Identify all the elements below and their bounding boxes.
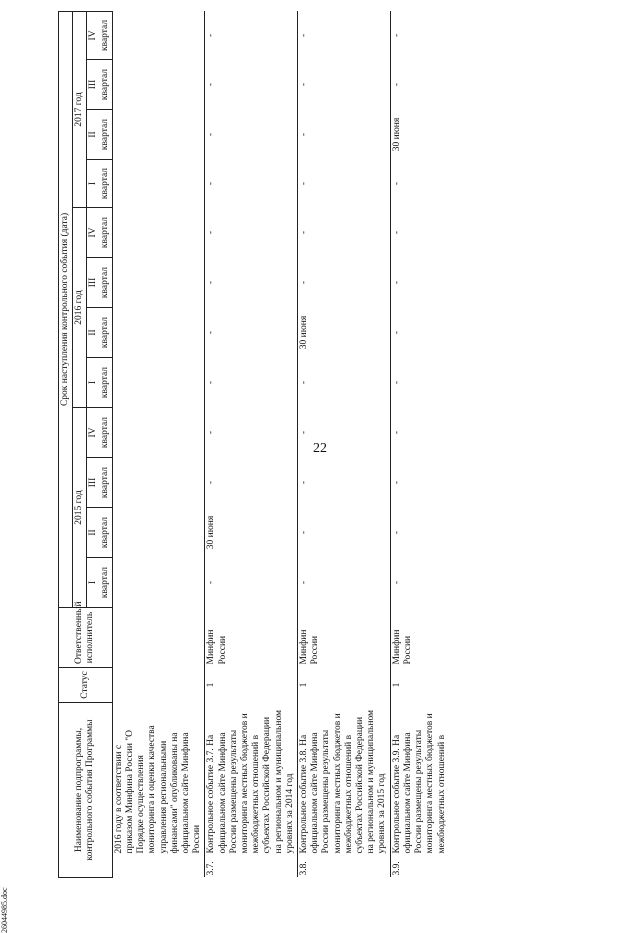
deadline-cell: - xyxy=(205,60,298,110)
header-year-2015: 2015 год xyxy=(73,408,87,608)
header-quarter xyxy=(87,11,112,59)
deadline-cell: - xyxy=(205,160,298,208)
quarter-label: квартал xyxy=(99,266,110,299)
quarter-label: квартал xyxy=(99,19,110,52)
table-row xyxy=(112,11,205,877)
quarter-label: квартал xyxy=(99,466,110,499)
header-status: Статус xyxy=(59,668,113,703)
row-name-cell xyxy=(390,703,449,878)
deadline-cell: - xyxy=(298,60,391,110)
quarter-number: II xyxy=(88,329,99,336)
row-status: 1 xyxy=(205,668,298,703)
quarter-number: IV xyxy=(88,227,99,238)
row-number: 3.8. xyxy=(299,861,310,876)
deadline-cell xyxy=(112,508,205,558)
header-quarter xyxy=(87,160,112,208)
deadline-cell: - xyxy=(298,558,391,608)
row-name-cell xyxy=(112,703,205,878)
deadline-cell xyxy=(112,458,205,508)
row-status: 1 xyxy=(390,668,449,703)
deadline-cell: 30 июня xyxy=(390,110,449,160)
row-name: Контрольное событие 3.8. На официальном сайте Минфина России размещены результаты мониторинга местных бюджетов и межбюджетных отношений в субъектах Российской Федерации на региональном и муниципальном уровнях за 2015 год xyxy=(299,709,388,854)
row-name-cell xyxy=(298,703,391,878)
header-quarter xyxy=(87,508,112,558)
header-year-2017: 2017 год xyxy=(73,11,87,207)
quarter-label: квартал xyxy=(99,516,110,549)
table-row xyxy=(298,11,391,877)
quarter-number: II xyxy=(88,131,99,138)
deadline-cell: - xyxy=(390,558,449,608)
rotated-table-container xyxy=(58,12,598,878)
deadline-cell xyxy=(112,110,205,160)
deadline-cell xyxy=(112,408,205,458)
row-responsible xyxy=(112,608,205,668)
deadline-cell: - xyxy=(390,208,449,258)
row-responsible: Минфин России xyxy=(390,608,449,668)
quarter-label: квартал xyxy=(99,68,110,101)
deadline-cell: - xyxy=(390,458,449,508)
deadline-cell xyxy=(112,308,205,358)
header-quarter xyxy=(87,408,112,458)
header-quarter xyxy=(87,358,112,408)
quarter-number: IV xyxy=(88,30,99,41)
quarter-number: I xyxy=(88,181,99,186)
header-deadline: Срок наступления контрольного события (дата) xyxy=(59,11,73,607)
quarter-number: III xyxy=(88,277,99,288)
row-responsible: Минфин России xyxy=(298,608,391,668)
header-quarter xyxy=(87,208,112,258)
deadline-cell: - xyxy=(205,558,298,608)
deadline-cell: - xyxy=(205,408,298,458)
row-name: 2016 году в соответствии с приказом Минфина России "О Порядке осуществления мониторинга и оценки качества управления региональными финансами" опубликованы на официальном сайте Минфина России xyxy=(113,725,203,854)
quarter-label: квартал xyxy=(99,566,110,599)
header-responsible: Ответственный исполнитель xyxy=(59,608,113,668)
quarter-number: II xyxy=(88,529,99,536)
deadline-cell xyxy=(112,11,205,59)
quarter-label: квартал xyxy=(99,416,110,449)
deadline-cell: - xyxy=(205,11,298,59)
deadline-cell: - xyxy=(298,258,391,308)
row-status: 1 xyxy=(298,668,391,703)
deadline-cell: - xyxy=(390,508,449,558)
header-quarter xyxy=(87,60,112,110)
quarter-label: квартал xyxy=(99,316,110,349)
deadline-cell: - xyxy=(390,408,449,458)
deadline-cell: - xyxy=(390,60,449,110)
deadline-cell: - xyxy=(205,110,298,160)
deadline-cell xyxy=(112,358,205,408)
deadline-cell: 30 июня xyxy=(298,308,391,358)
quarter-label: квартал xyxy=(99,167,110,200)
quarter-number: III xyxy=(88,477,99,488)
deadline-cell xyxy=(112,558,205,608)
deadline-cell: - xyxy=(298,208,391,258)
row-status xyxy=(112,668,205,703)
page-number: 22 xyxy=(313,441,327,456)
deadline-cell xyxy=(112,208,205,258)
header-name: Наименование подпрограммы, контрольного события Программы xyxy=(59,703,113,878)
quarter-label: квартал xyxy=(99,216,110,249)
deadline-cell: - xyxy=(390,308,449,358)
row-name-cell xyxy=(205,703,298,878)
deadline-cell: - xyxy=(390,258,449,308)
quarter-number: IV xyxy=(88,427,99,438)
quarter-label: квартал xyxy=(99,118,110,151)
header-quarter xyxy=(87,258,112,308)
control-events-table xyxy=(58,11,449,878)
header-quarter xyxy=(87,458,112,508)
deadline-cell: - xyxy=(390,160,449,208)
deadline-cell: - xyxy=(390,11,449,59)
deadline-cell: - xyxy=(298,160,391,208)
deadline-cell: - xyxy=(298,508,391,558)
deadline-cell: - xyxy=(298,11,391,59)
deadline-cell: - xyxy=(205,208,298,258)
row-number: 3.9. xyxy=(391,861,402,876)
deadline-cell: - xyxy=(205,258,298,308)
document-footer: 26044985.doc xyxy=(0,887,9,933)
deadline-cell: - xyxy=(298,358,391,408)
deadline-cell: - xyxy=(298,458,391,508)
header-year-2016: 2016 год xyxy=(73,208,87,408)
deadline-cell: 30 июня xyxy=(205,508,298,558)
header-quarter xyxy=(87,110,112,160)
table-row xyxy=(205,11,298,877)
deadline-cell xyxy=(112,258,205,308)
deadline-cell xyxy=(112,60,205,110)
row-name: Контрольное событие 3.7. На официальном сайте Минфина России размещены результаты мониторинга местных бюджетов и межбюджетных отношений в субъектах Российской Федерации на региональном и муниципальном уровнях за 2014 год xyxy=(206,709,295,854)
quarter-label: квартал xyxy=(99,366,110,399)
deadline-cell: - xyxy=(390,358,449,408)
deadline-cell: - xyxy=(205,458,298,508)
deadline-cell: - xyxy=(205,308,298,358)
header-quarter xyxy=(87,558,112,608)
quarter-number: I xyxy=(88,380,99,385)
deadline-cell: - xyxy=(298,408,391,458)
header-quarter xyxy=(87,308,112,358)
row-number: 3.7. xyxy=(206,861,217,876)
row-name: Контрольное событие 3.9. На официальном сайте Минфина России размещены результаты мониторинга местных бюджетов и межбюджетных отношений в xyxy=(391,713,447,854)
deadline-cell: - xyxy=(298,110,391,160)
deadline-cell xyxy=(112,160,205,208)
deadline-cell: - xyxy=(205,358,298,408)
quarter-number: III xyxy=(88,79,99,90)
quarter-number: I xyxy=(88,580,99,585)
table-row xyxy=(390,11,449,877)
row-responsible: Минфин России xyxy=(205,608,298,668)
